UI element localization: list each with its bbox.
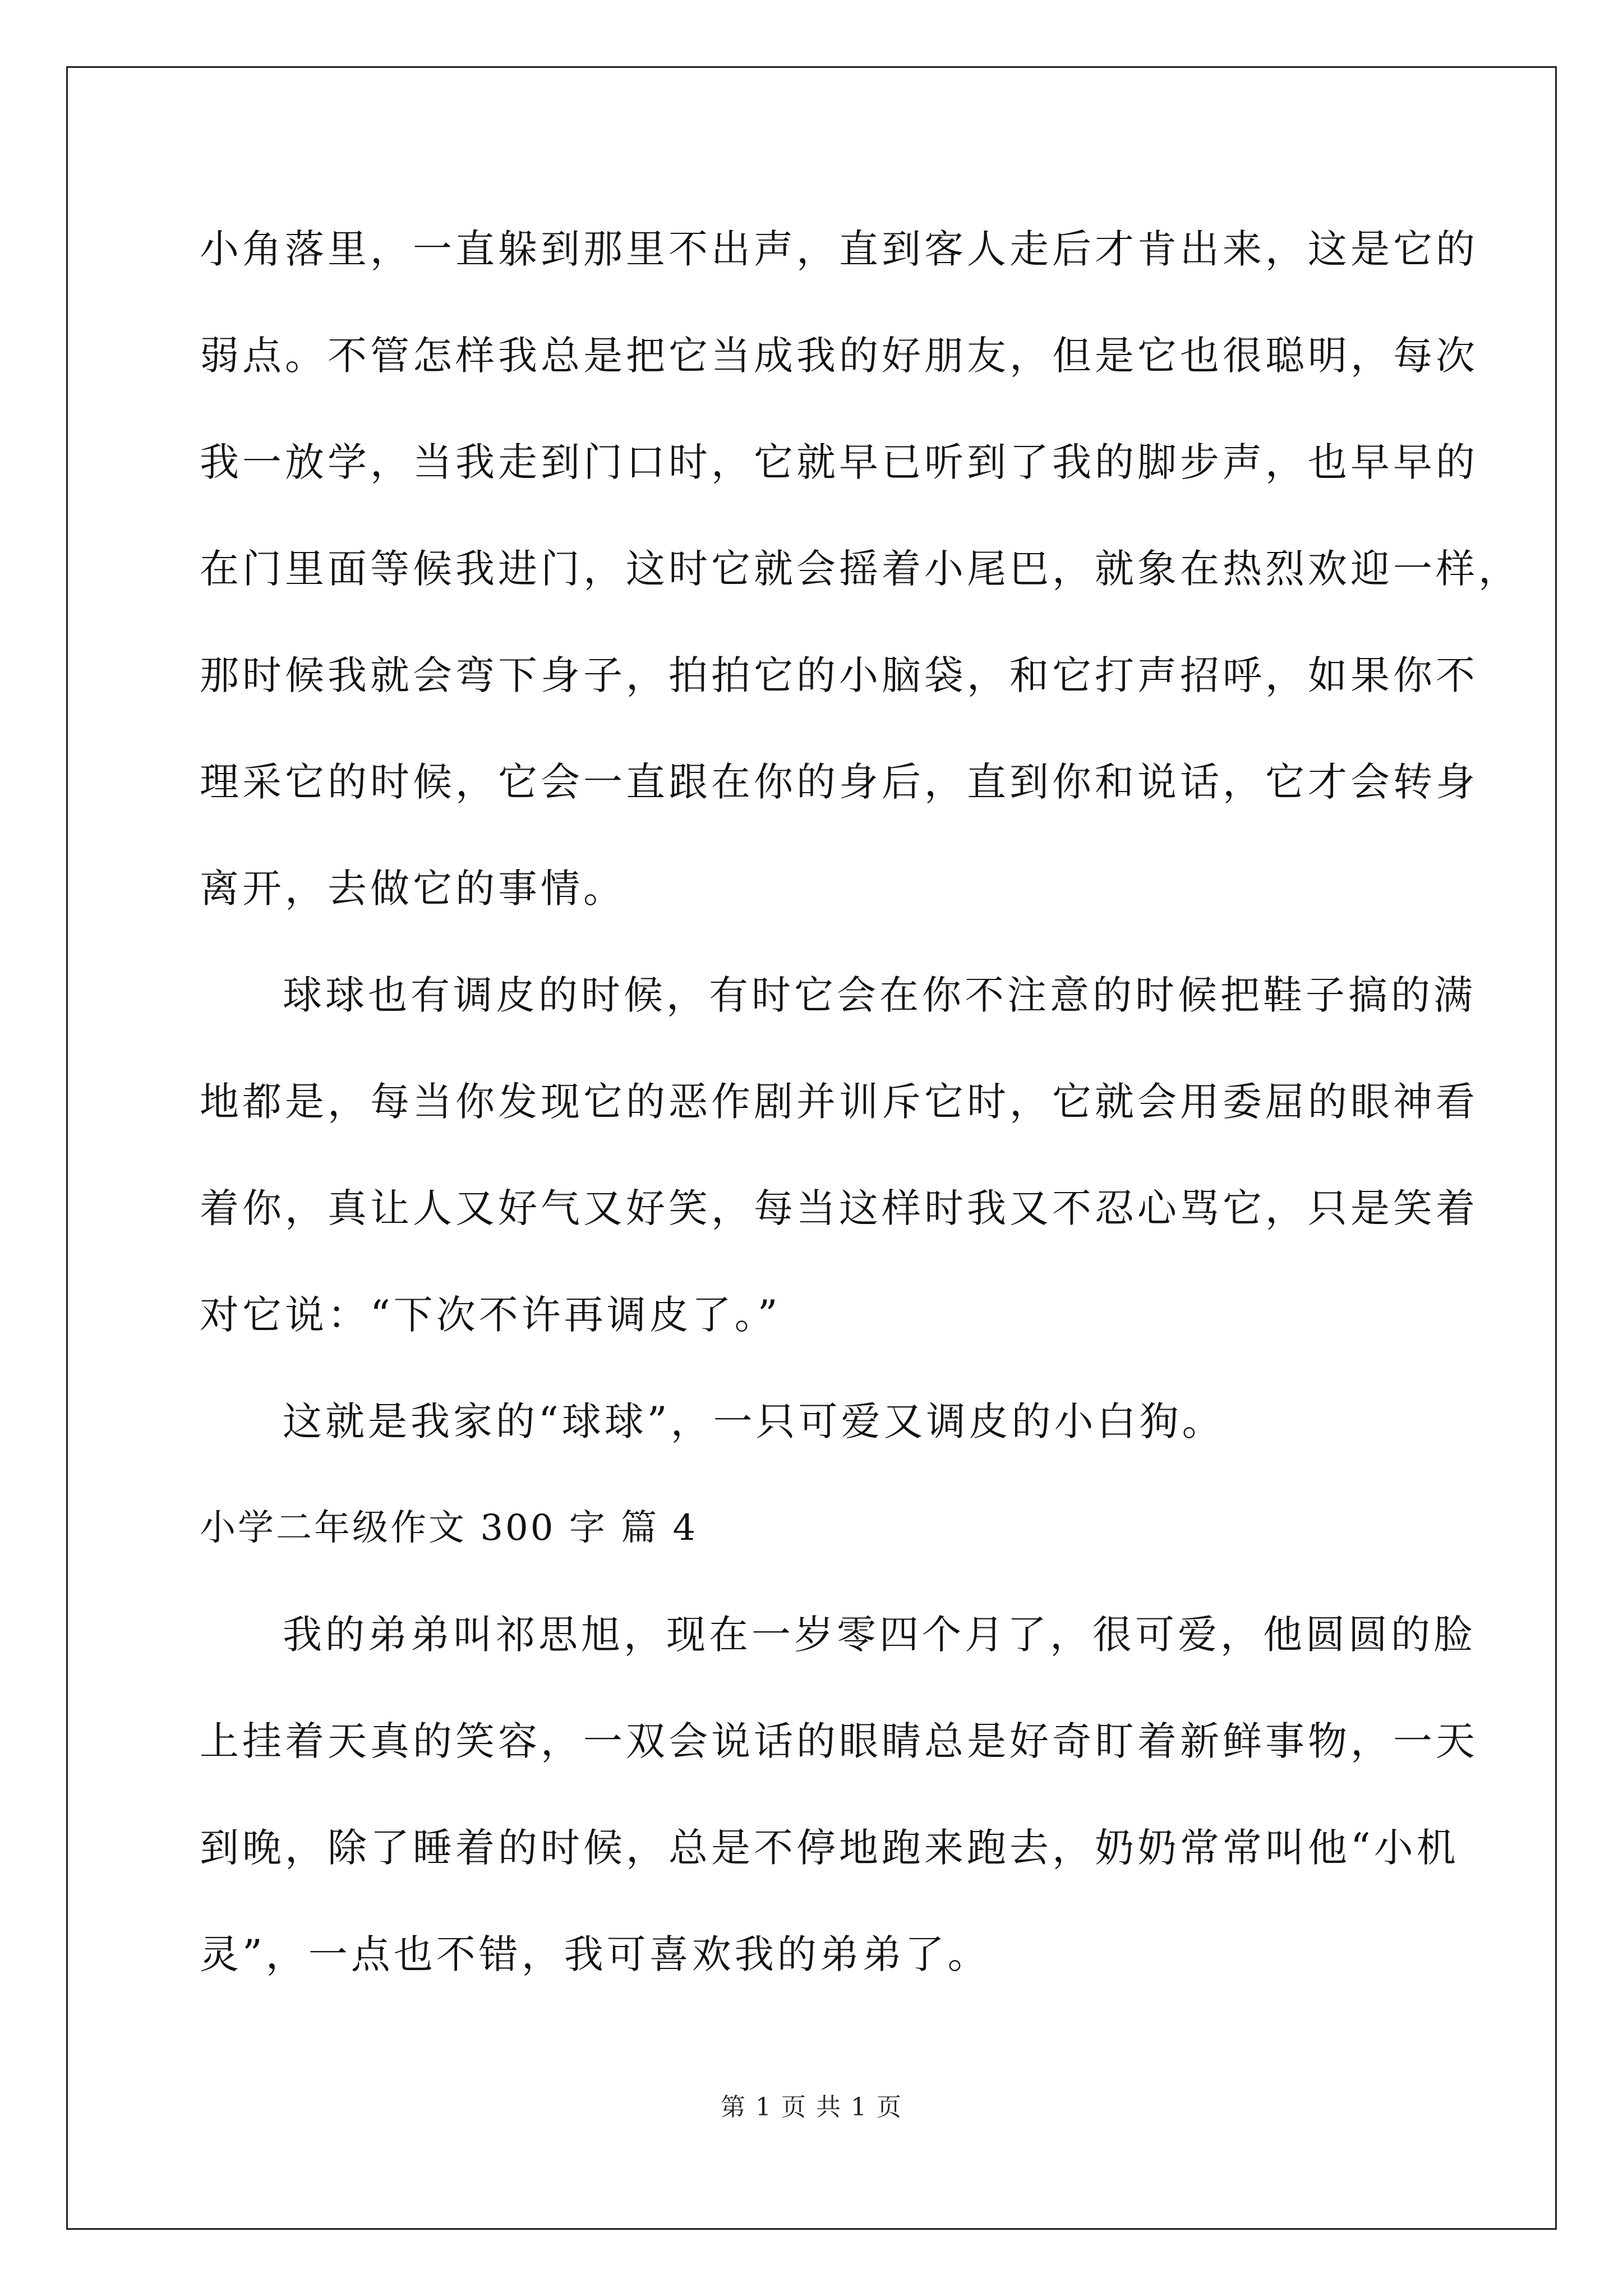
- text-line: 离开，去做它的事情。: [200, 866, 626, 912]
- text-line: 到晚，除了睡着的时候，总是不停地跑来跑去，奶奶常常叫他“小机: [200, 1825, 1459, 1871]
- text-line: 小角落里，一直躲到那里不出声，直到客人走后才肯出来，这是它的: [200, 226, 1478, 272]
- document-body: [200, 215, 1521, 2027]
- text-line: 在门里面等候我进门，这时它就会摇着小尾巴，就象在热烈欢迎一样，: [200, 546, 1521, 592]
- section-heading: 小学二年级作文 300 字 篇 4: [200, 1507, 698, 1549]
- text-line: 这就是我家的“球球”，一只可爱又调皮的小白狗。: [283, 1398, 1225, 1444]
- text-line: 弱点。不管怎样我总是把它当成我的好朋友，但是它也很聪明，每次: [200, 333, 1478, 379]
- paragraph-2: [200, 961, 1478, 1388]
- text-line: 上挂着天真的笑容，一双会说话的眼睛总是好奇盯着新鲜事物，一天: [200, 1718, 1478, 1764]
- paragraph-4: [200, 1601, 1478, 2027]
- text-line: 理采它的时候，它会一直跟在你的身后，直到你和说话，它才会转身: [200, 759, 1478, 805]
- text-line: 灵”，一点也不错，我可喜欢我的弟弟了。: [200, 1931, 990, 1977]
- text-line: 我一放学，当我走到门口时，它就早已听到了我的脚步声，也早早的: [200, 439, 1478, 485]
- text-line: 我的弟弟叫祁思旭，现在一岁零四个月了，很可爱，他圆圆的脸: [283, 1612, 1476, 1658]
- paragraph-1: [200, 215, 1521, 961]
- text-line: 球球也有调皮的时候，有时它会在你不注意的时候把鞋子搞的满: [283, 972, 1476, 1018]
- text-line: 那时候我就会弯下身子，拍拍它的小脑袋，和它打声招呼，如果你不: [200, 652, 1478, 698]
- paragraph-3: [200, 1388, 1433, 1494]
- text-line: 对它说：“下次不许再调皮了。”: [200, 1292, 781, 1338]
- text-line: 着你，真让人又好气又好笑，每当这样时我又不忍心骂它，只是笑着: [200, 1185, 1478, 1231]
- text-line: 地都是，每当你发现它的恶作剧并训斥它时，它就会用委屈的眼神看: [200, 1079, 1478, 1125]
- page-footer: 第 1 页 共 1 页: [721, 2093, 902, 2122]
